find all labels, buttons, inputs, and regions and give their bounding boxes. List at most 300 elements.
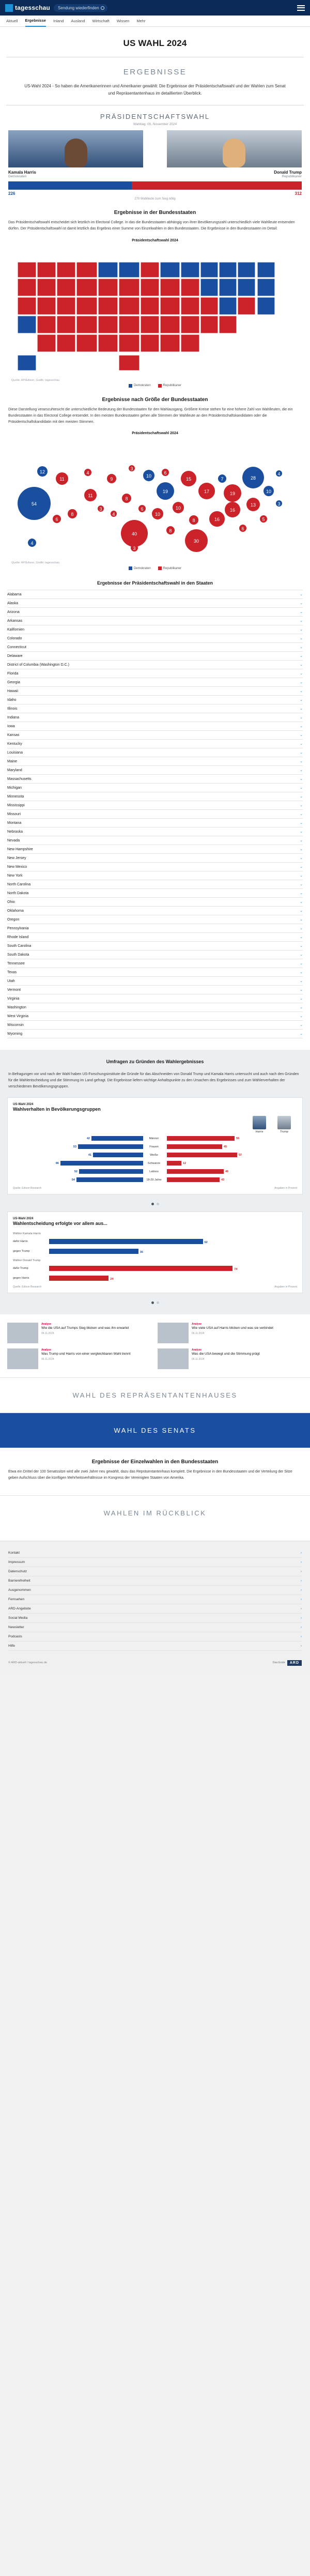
chevron-down-icon: ⌄ (300, 602, 303, 606)
svg-text:15: 15 (185, 477, 192, 482)
state-label: Alabama (7, 592, 22, 596)
footer-link-label: Kontakt (8, 1551, 20, 1555)
state-label: Kalifornien (7, 627, 25, 632)
accordion-item-state[interactable] (7, 766, 303, 775)
chevron-down-icon: ⌄ (300, 733, 303, 738)
value-harris: 41 (88, 1153, 91, 1157)
carousel-dots[interactable] (7, 1299, 303, 1304)
teaser-date: 06.11.2024 (192, 1357, 205, 1361)
state-label: Kentucky (7, 742, 22, 746)
teaser-thumbnail (158, 1323, 189, 1343)
accordion-item-state[interactable] (7, 942, 303, 950)
accordion-item-state[interactable] (7, 1030, 303, 1038)
footer-link[interactable] (8, 1576, 302, 1586)
map1-label: Präsidentschaftswahl 2024 (132, 238, 178, 242)
chevron-right-icon: › (300, 1560, 302, 1564)
state-label: Florida (7, 671, 19, 676)
states-accordion-title: Ergebnisse der Präsidentschaftswahl in den Staaten (97, 580, 213, 586)
teaser-date: 06.11.2024 (41, 1331, 54, 1335)
state-label: Michigan (7, 786, 22, 790)
candidate-row (0, 130, 310, 178)
accordion-item-state[interactable] (7, 819, 303, 827)
card-note: Angaben in Prozent (274, 1285, 297, 1289)
candidate-name: Kamala Harris (8, 170, 36, 175)
accordion-item-state[interactable] (7, 704, 303, 713)
card-kicker: US-Wahl 2024 (13, 1217, 34, 1221)
accordion-item-state[interactable] (7, 994, 303, 1003)
state-label: Wisconsin (7, 1023, 24, 1027)
accordion-item-state[interactable] (7, 722, 303, 731)
electoral-bar-wrap (0, 178, 310, 201)
einzelwahlen-section (0, 1448, 310, 1485)
chevron-down-icon: ⌄ (300, 672, 303, 676)
state-label: New Hampshire (7, 847, 33, 851)
svg-text:3: 3 (277, 501, 281, 507)
row-label: gegen Trump (13, 1249, 30, 1253)
row-label: Männer (149, 1137, 159, 1140)
accordion-item-state[interactable] (7, 713, 303, 722)
chevron-down-icon: ⌄ (300, 795, 303, 799)
teaser-card[interactable] (7, 1348, 152, 1369)
card-candidate-head (13, 1116, 297, 1133)
chevron-down-icon: ⌄ (300, 953, 303, 957)
electoral-bar (8, 181, 302, 190)
card-title: Wahlentscheidung erfolgte vor allem aus... (13, 1221, 107, 1226)
value-trump: 57 (239, 1153, 242, 1157)
svg-text:17: 17 (204, 489, 210, 495)
row-value: 74 (234, 1267, 238, 1271)
svg-text:5: 5 (262, 517, 265, 523)
row-label: dafür Trump (13, 1266, 28, 1270)
chevron-down-icon: ⌄ (300, 944, 303, 948)
state-label: Nebraska (7, 830, 23, 834)
chevron-down-icon: ⌄ (300, 883, 303, 887)
accordion-item-state[interactable] (7, 915, 303, 924)
ard-logo[interactable] (273, 1660, 302, 1666)
chevron-down-icon: ⌄ (300, 812, 303, 817)
svg-text:10: 10 (146, 473, 152, 479)
banner-rueckblick[interactable]: WAHLEN IM RÜCKBLICK (0, 1495, 310, 1530)
state-label: Connecticut (7, 645, 26, 649)
chevron-down-icon: ⌄ (300, 619, 303, 623)
footer-link[interactable] (8, 1632, 302, 1642)
chevron-right-icon: › (300, 1606, 302, 1611)
state-label: New York (7, 873, 23, 878)
accordion-item-state[interactable] (7, 1012, 303, 1021)
accordion-item-state[interactable] (7, 854, 303, 863)
footer-link-label: Social Media (8, 1616, 28, 1620)
value-harris: 86 (55, 1161, 59, 1165)
accordion-item-state[interactable] (7, 880, 303, 889)
chevron-down-icon: ⌄ (300, 839, 303, 843)
row-value: 36 (140, 1250, 143, 1254)
chart-row (13, 1160, 297, 1167)
size-results-text: Diese Darstellung verarscuhtesicht die unterschiedliche Bedeutung der Bundesstaaten für den Wahlausgang. Größere Kreise stehen für eine höhere Zahl von Wahlleuten, die ein Bundesstaaten in das Electoral College entsendet. In den meisten Bundesstaaten gehen alle Stimmen der Wahlleute an den Präsidentschaftskandidaten oder die Präsidentschaftskandidatin mit den meisten Stimmen. (8, 407, 293, 424)
chart-row (13, 1237, 297, 1245)
state-label: Vermont (7, 988, 21, 992)
row-label: Latinos (149, 1170, 159, 1173)
chevron-down-icon: ⌄ (300, 821, 303, 825)
accordion-item-state[interactable] (7, 643, 303, 652)
chevron-down-icon: ⌄ (300, 707, 303, 711)
card-kicker: US-Wahl 2024 (13, 1103, 34, 1107)
row-label: Weiße (150, 1153, 158, 1157)
chevron-down-icon: ⌄ (300, 760, 303, 764)
avatar-trump (277, 1116, 291, 1129)
candidate-trump (167, 130, 302, 178)
card-source: Quelle: Edison Research (13, 1187, 42, 1190)
state-label: Maryland (7, 768, 22, 772)
state-label: Oklahoma (7, 909, 24, 913)
states-results-section (0, 201, 310, 247)
teaser-date: 06.11.2024 (41, 1357, 54, 1361)
banner-repraesentantenhaus[interactable]: WAHL DES REPRÄSENTANTENHAUSES (0, 1377, 310, 1413)
svg-text:4: 4 (30, 541, 34, 546)
accordion-item-state[interactable] (7, 617, 303, 625)
svg-text:19: 19 (229, 491, 236, 497)
chart-row (13, 1274, 297, 1282)
accordion-item-state[interactable] (7, 845, 303, 854)
state-label: Rhode Island (7, 935, 29, 939)
teaser-grid (0, 1314, 310, 1377)
accordion-item-state[interactable] (7, 784, 303, 792)
row-value: 62 (204, 1240, 208, 1244)
accordion-item-state[interactable] (7, 740, 303, 748)
presidential-subtitle: Wahltag: 05. November 2024 (133, 122, 177, 127)
chevron-down-icon: ⌄ (300, 927, 303, 931)
teaser-thumbnail (7, 1348, 38, 1369)
electors-trump: 312 (295, 191, 302, 196)
chevron-down-icon: ⌄ (300, 681, 303, 685)
svg-text:10: 10 (154, 512, 161, 517)
svg-text:8: 8 (71, 512, 74, 517)
chart-row (13, 1264, 297, 1272)
svg-text:4: 4 (277, 471, 281, 477)
svg-text:16: 16 (214, 517, 220, 523)
teaser-category: Analyse (192, 1323, 202, 1326)
chart-row (13, 1135, 297, 1142)
legend-dem: Demokraten (133, 566, 151, 570)
state-label: Oregon (7, 917, 20, 922)
chevron-down-icon: ⌄ (300, 663, 303, 667)
chevron-right-icon: › (300, 1588, 302, 1592)
us-map-bubbles[interactable] (0, 441, 310, 560)
svg-text:7: 7 (221, 477, 224, 482)
candidate-label: Trump (280, 1130, 288, 1134)
state-label: Idaho (7, 698, 17, 702)
chevron-down-icon: ⌄ (300, 1015, 303, 1019)
footer-link[interactable] (8, 1604, 302, 1614)
electoral-note: 270 Wahlleute zum Sieg nötig (134, 197, 176, 201)
svg-text:40: 40 (131, 531, 137, 537)
svg-text:12: 12 (39, 469, 45, 475)
accordion-item-state[interactable] (7, 731, 303, 740)
accordion-item-state[interactable] (7, 924, 303, 933)
accordion-item-state[interactable] (7, 933, 303, 942)
accordion-item-state[interactable] (7, 977, 303, 986)
teaser-title: Wie die USA auf Trumps Sieg blicken und was ihn erwartet (41, 1326, 129, 1330)
nav-item-aktuell[interactable]: Aktuell (6, 19, 18, 23)
state-label: Texas (7, 970, 17, 974)
value-harris: 52 (74, 1170, 78, 1173)
state-label: Arkansas (7, 619, 23, 623)
teaser-title: Was Trump und Harris von einer vergleichbaren Wahl trennt (41, 1352, 131, 1356)
card-title: Wahlverhalten in Bevölkerungsgruppen (13, 1107, 101, 1112)
state-label: Massachusetts (7, 777, 32, 781)
accordion-item-state[interactable] (7, 652, 303, 661)
chevron-down-icon: ⌄ (300, 769, 303, 773)
row-label: dafür Harris (13, 1239, 28, 1243)
accordion-item-state[interactable] (7, 748, 303, 757)
chart-row (13, 1168, 297, 1175)
value-trump: 43 (221, 1178, 225, 1182)
size-results-title: Ergebnisse nach Größe der Bundesstaaten (102, 396, 208, 403)
svg-text:19: 19 (162, 489, 168, 495)
accordion-item-state[interactable] (7, 661, 303, 669)
accordion-item-state[interactable] (7, 634, 303, 643)
footer-link-label: Ausgenommen (8, 1588, 31, 1592)
legend-rep: Republikaner (163, 384, 182, 388)
menu-icon[interactable] (297, 5, 305, 11)
row-label: gegen Harris (13, 1276, 29, 1280)
chevron-down-icon: ⌄ (300, 654, 303, 658)
svg-text:6: 6 (164, 470, 167, 476)
teaser-card[interactable] (158, 1348, 303, 1369)
footer-link-label: ARD-Angebote (8, 1606, 31, 1611)
state-label: Louisiana (7, 750, 23, 755)
accordion-item-state[interactable] (7, 687, 303, 696)
footer-link-label: Barrierefreiheit (8, 1578, 30, 1583)
us-map-states[interactable] (0, 249, 310, 378)
chevron-down-icon: ⌄ (300, 725, 303, 729)
accordion-item-state[interactable] (7, 1003, 303, 1012)
chevron-down-icon: ⌄ (300, 1023, 303, 1028)
accordion-item-state[interactable] (7, 608, 303, 617)
state-label: Maine (7, 759, 18, 763)
nav-item-inland[interactable]: Inland (53, 19, 64, 23)
nav-item-mehr[interactable]: Mehr (136, 19, 146, 23)
row-label: Schwarze (147, 1161, 161, 1165)
states-results-title: Ergebnisse in der Bundesstaaten (114, 210, 196, 216)
state-label: Pennsylvania (7, 926, 29, 930)
group-label-harris: Wähler Kamala Harris (13, 1232, 41, 1236)
chevron-down-icon: ⌄ (300, 786, 303, 790)
state-label: New Mexico (7, 865, 27, 869)
carousel-dots[interactable] (7, 1201, 303, 1205)
chevron-down-icon: ⌄ (300, 962, 303, 966)
footer-link[interactable] (8, 1548, 302, 1558)
chevron-down-icon: ⌄ (300, 848, 303, 852)
accordion-item-state[interactable] (7, 801, 303, 810)
map2-label: Präsidentschaftswahl 2024 (132, 432, 178, 436)
accordion-item-state[interactable] (7, 625, 303, 634)
card-source: Quelle: Edison Research (13, 1285, 42, 1289)
state-label: Montana (7, 821, 22, 825)
card-note: Angaben in Prozent (274, 1187, 297, 1190)
map1-legend (0, 382, 310, 388)
state-label: Wyoming (7, 1032, 23, 1036)
search-input[interactable]: Sendung wiederfinden (54, 4, 107, 12)
state-label: Missouri (7, 812, 21, 816)
page-title: US WAHL 2024 (123, 38, 187, 48)
footer-link[interactable] (8, 1567, 302, 1576)
avatar-harris (8, 130, 143, 167)
surveys-lead: In Befragungen vor und nach der Wahl haben US-Forschungsinstitute die Gründe für das Abschneiden von Donald Trump und Kamala Harris untersucht und auch nach den Gründen für die Wahlentscheidung und die Stimmung im Land gefragt. Die Ergebnisse liefern wichtige Anhaltspunkte zu den Ursachen des Ergebnisses und zum Wählerverhalten der verschiedenen Bevölkerungsgruppen. (8, 1072, 299, 1089)
chevron-down-icon: ⌄ (300, 637, 303, 641)
footer-link[interactable] (8, 1586, 302, 1595)
chevron-down-icon: ⌄ (300, 856, 303, 861)
survey-card-motivation (7, 1212, 303, 1293)
einzelwahlen-title: Ergebnisse der Einzelwahlen in den Bundesstaaten (91, 1459, 219, 1465)
value-trump: 46 (225, 1170, 229, 1173)
chart-row (13, 1176, 297, 1183)
accordion-item-state[interactable] (7, 968, 303, 977)
einzelwahlen-text: Etwa ein Drittel der 100 Senatssitze wird alle zwei Jahre neu gewählt, dazu das Repräsentantenhaus komplett. Die Ergebnisse in den Bundesstaaten und die Verteilung der Sitze geben Aufschluss über die künftigen Mehrheitsverhältnisse im Kongress der Vereinigten Staaten von Amerika. (8, 1470, 292, 1480)
electors-harris: 226 (8, 191, 16, 196)
accordion-item-state[interactable] (7, 827, 303, 836)
chevron-down-icon: ⌄ (300, 1006, 303, 1010)
accordion-item-state[interactable] (7, 775, 303, 784)
teaser-card[interactable] (7, 1323, 152, 1343)
state-label: North Dakota (7, 891, 29, 895)
chevron-down-icon: ⌄ (300, 909, 303, 913)
state-label: Washington (7, 1005, 26, 1009)
section-heading-ergebnisse: ERGEBNISSE (123, 68, 187, 76)
footer-link-label: Fernsehen (8, 1597, 25, 1601)
accordion-item-state[interactable] (7, 871, 303, 880)
ergebnisse-lead: US-Wahl 2024 - So haben die Amerikanerinnen und Amerikaner gewählt: Die Ergebnisse der Präsidentschaftswahl und der Wahlen zum Senat und Repräsentantenhaus im detaillierten Überblick. (24, 84, 286, 96)
accordion-item-state[interactable] (7, 836, 303, 845)
accordion-item-state[interactable] (7, 1021, 303, 1030)
svg-text:6: 6 (141, 507, 144, 512)
footer-link[interactable] (8, 1558, 302, 1567)
top-bar (0, 0, 310, 16)
state-label: Virginia (7, 996, 20, 1001)
state-label: Illinois (7, 707, 18, 711)
electoral-bar-dem (8, 181, 132, 190)
chart-row (13, 1247, 297, 1255)
chart-row (13, 1152, 297, 1158)
states-accordion (7, 590, 303, 1038)
value-harris: 53 (73, 1145, 76, 1148)
state-label: Alaska (7, 601, 19, 605)
candidate-label: Harris (255, 1130, 264, 1134)
chevron-down-icon: ⌄ (300, 716, 303, 720)
footer-link[interactable] (8, 1595, 302, 1604)
svg-text:3: 3 (133, 546, 136, 551)
avatar-trump (167, 130, 302, 167)
chevron-down-icon: ⌄ (300, 918, 303, 922)
svg-text:8: 8 (192, 518, 195, 524)
chevron-down-icon: ⌄ (300, 804, 303, 808)
svg-text:13: 13 (250, 502, 256, 508)
value-harris: 54 (71, 1178, 75, 1182)
chevron-down-icon: ⌄ (300, 936, 303, 940)
brand-label: tagesschau (15, 4, 51, 11)
svg-text:54: 54 (31, 501, 37, 507)
accordion-item-state[interactable] (7, 907, 303, 915)
presidential-block (0, 105, 310, 201)
row-label: Frauen (149, 1145, 159, 1148)
accordion-item-state[interactable] (7, 696, 303, 704)
footer-link[interactable] (8, 1642, 302, 1651)
chevron-down-icon: ⌄ (300, 830, 303, 834)
value-harris: 42 (86, 1137, 90, 1140)
chevron-down-icon: ⌄ (300, 751, 303, 755)
accordion-item-state[interactable] (7, 986, 303, 994)
chevron-down-icon: ⌄ (300, 742, 303, 746)
state-label: Hawaii (7, 689, 19, 693)
footer (0, 1541, 310, 1655)
surveys-title: Umfragen zu Gründen des Wahlergebnisses (106, 1059, 204, 1065)
value-trump: 55 (236, 1137, 240, 1140)
tagesschau-logo[interactable] (5, 4, 50, 12)
teaser-thumbnail (7, 1323, 38, 1343)
accordion-item-state[interactable] (7, 889, 303, 898)
copyright: © ARD-aktuell / tagesschau.de (8, 1661, 47, 1665)
accordion-item-state[interactable] (7, 669, 303, 678)
avatar-harris (253, 1116, 266, 1129)
chevron-down-icon: ⌄ (300, 900, 303, 904)
accordion-item-state[interactable] (7, 810, 303, 819)
row-value: 24 (110, 1277, 114, 1281)
accordion-item-state[interactable] (7, 599, 303, 608)
accordion-item-state[interactable] (7, 959, 303, 968)
accordion-item-state[interactable] (7, 863, 303, 871)
banner-senat[interactable]: WAHL DES SENATS (0, 1413, 310, 1448)
value-trump: 45 (224, 1145, 227, 1148)
footer-bottom (0, 1655, 310, 1674)
chevron-down-icon: ⌄ (300, 971, 303, 975)
chevron-right-icon: › (300, 1625, 302, 1629)
svg-text:6: 6 (55, 517, 58, 523)
legend-rep: Republikaner (163, 566, 182, 570)
state-label: Kansas (7, 733, 20, 737)
accordion-item-state[interactable] (7, 678, 303, 687)
footer-link[interactable] (8, 1614, 302, 1623)
size-results-section (0, 388, 310, 440)
svg-text:8: 8 (125, 496, 128, 502)
teaser-card[interactable] (158, 1323, 303, 1343)
svg-text:28: 28 (250, 476, 256, 481)
accordion-item-state[interactable] (7, 757, 303, 766)
nav-item-wissen[interactable]: Wissen (116, 19, 130, 23)
candidate-name: Donald Trump (274, 170, 302, 175)
nav-item-ausland[interactable]: Ausland (71, 19, 85, 23)
footer-link-label: Datenschutz (8, 1569, 27, 1573)
state-label: Colorado (7, 636, 22, 640)
svg-text:3: 3 (99, 507, 102, 512)
svg-text:4: 4 (86, 470, 89, 476)
legend-dem: Demokraten (133, 384, 151, 388)
accordion-item-state[interactable] (7, 950, 303, 959)
accordion-item-state[interactable] (7, 792, 303, 801)
svg-text:10: 10 (175, 505, 181, 511)
chevron-down-icon: ⌄ (300, 689, 303, 694)
nav-item-ergebnisse[interactable]: Ergebnisse (25, 16, 46, 27)
chevron-down-icon: ⌄ (300, 1032, 303, 1036)
state-label: Delaware (7, 654, 23, 658)
accordion-item-state[interactable] (7, 590, 303, 599)
state-label: Utah (7, 979, 15, 983)
nav-item-wirtschaft[interactable]: Wirtschaft (92, 19, 110, 23)
state-label: Ohio (7, 900, 15, 904)
chevron-down-icon: ⌄ (300, 646, 303, 650)
svg-text:11: 11 (59, 477, 65, 482)
footer-link[interactable] (8, 1623, 302, 1632)
accordion-item-state[interactable] (7, 898, 303, 907)
map2-source: Quelle: AP/Edison, Grafik: tagesschau (11, 561, 60, 565)
